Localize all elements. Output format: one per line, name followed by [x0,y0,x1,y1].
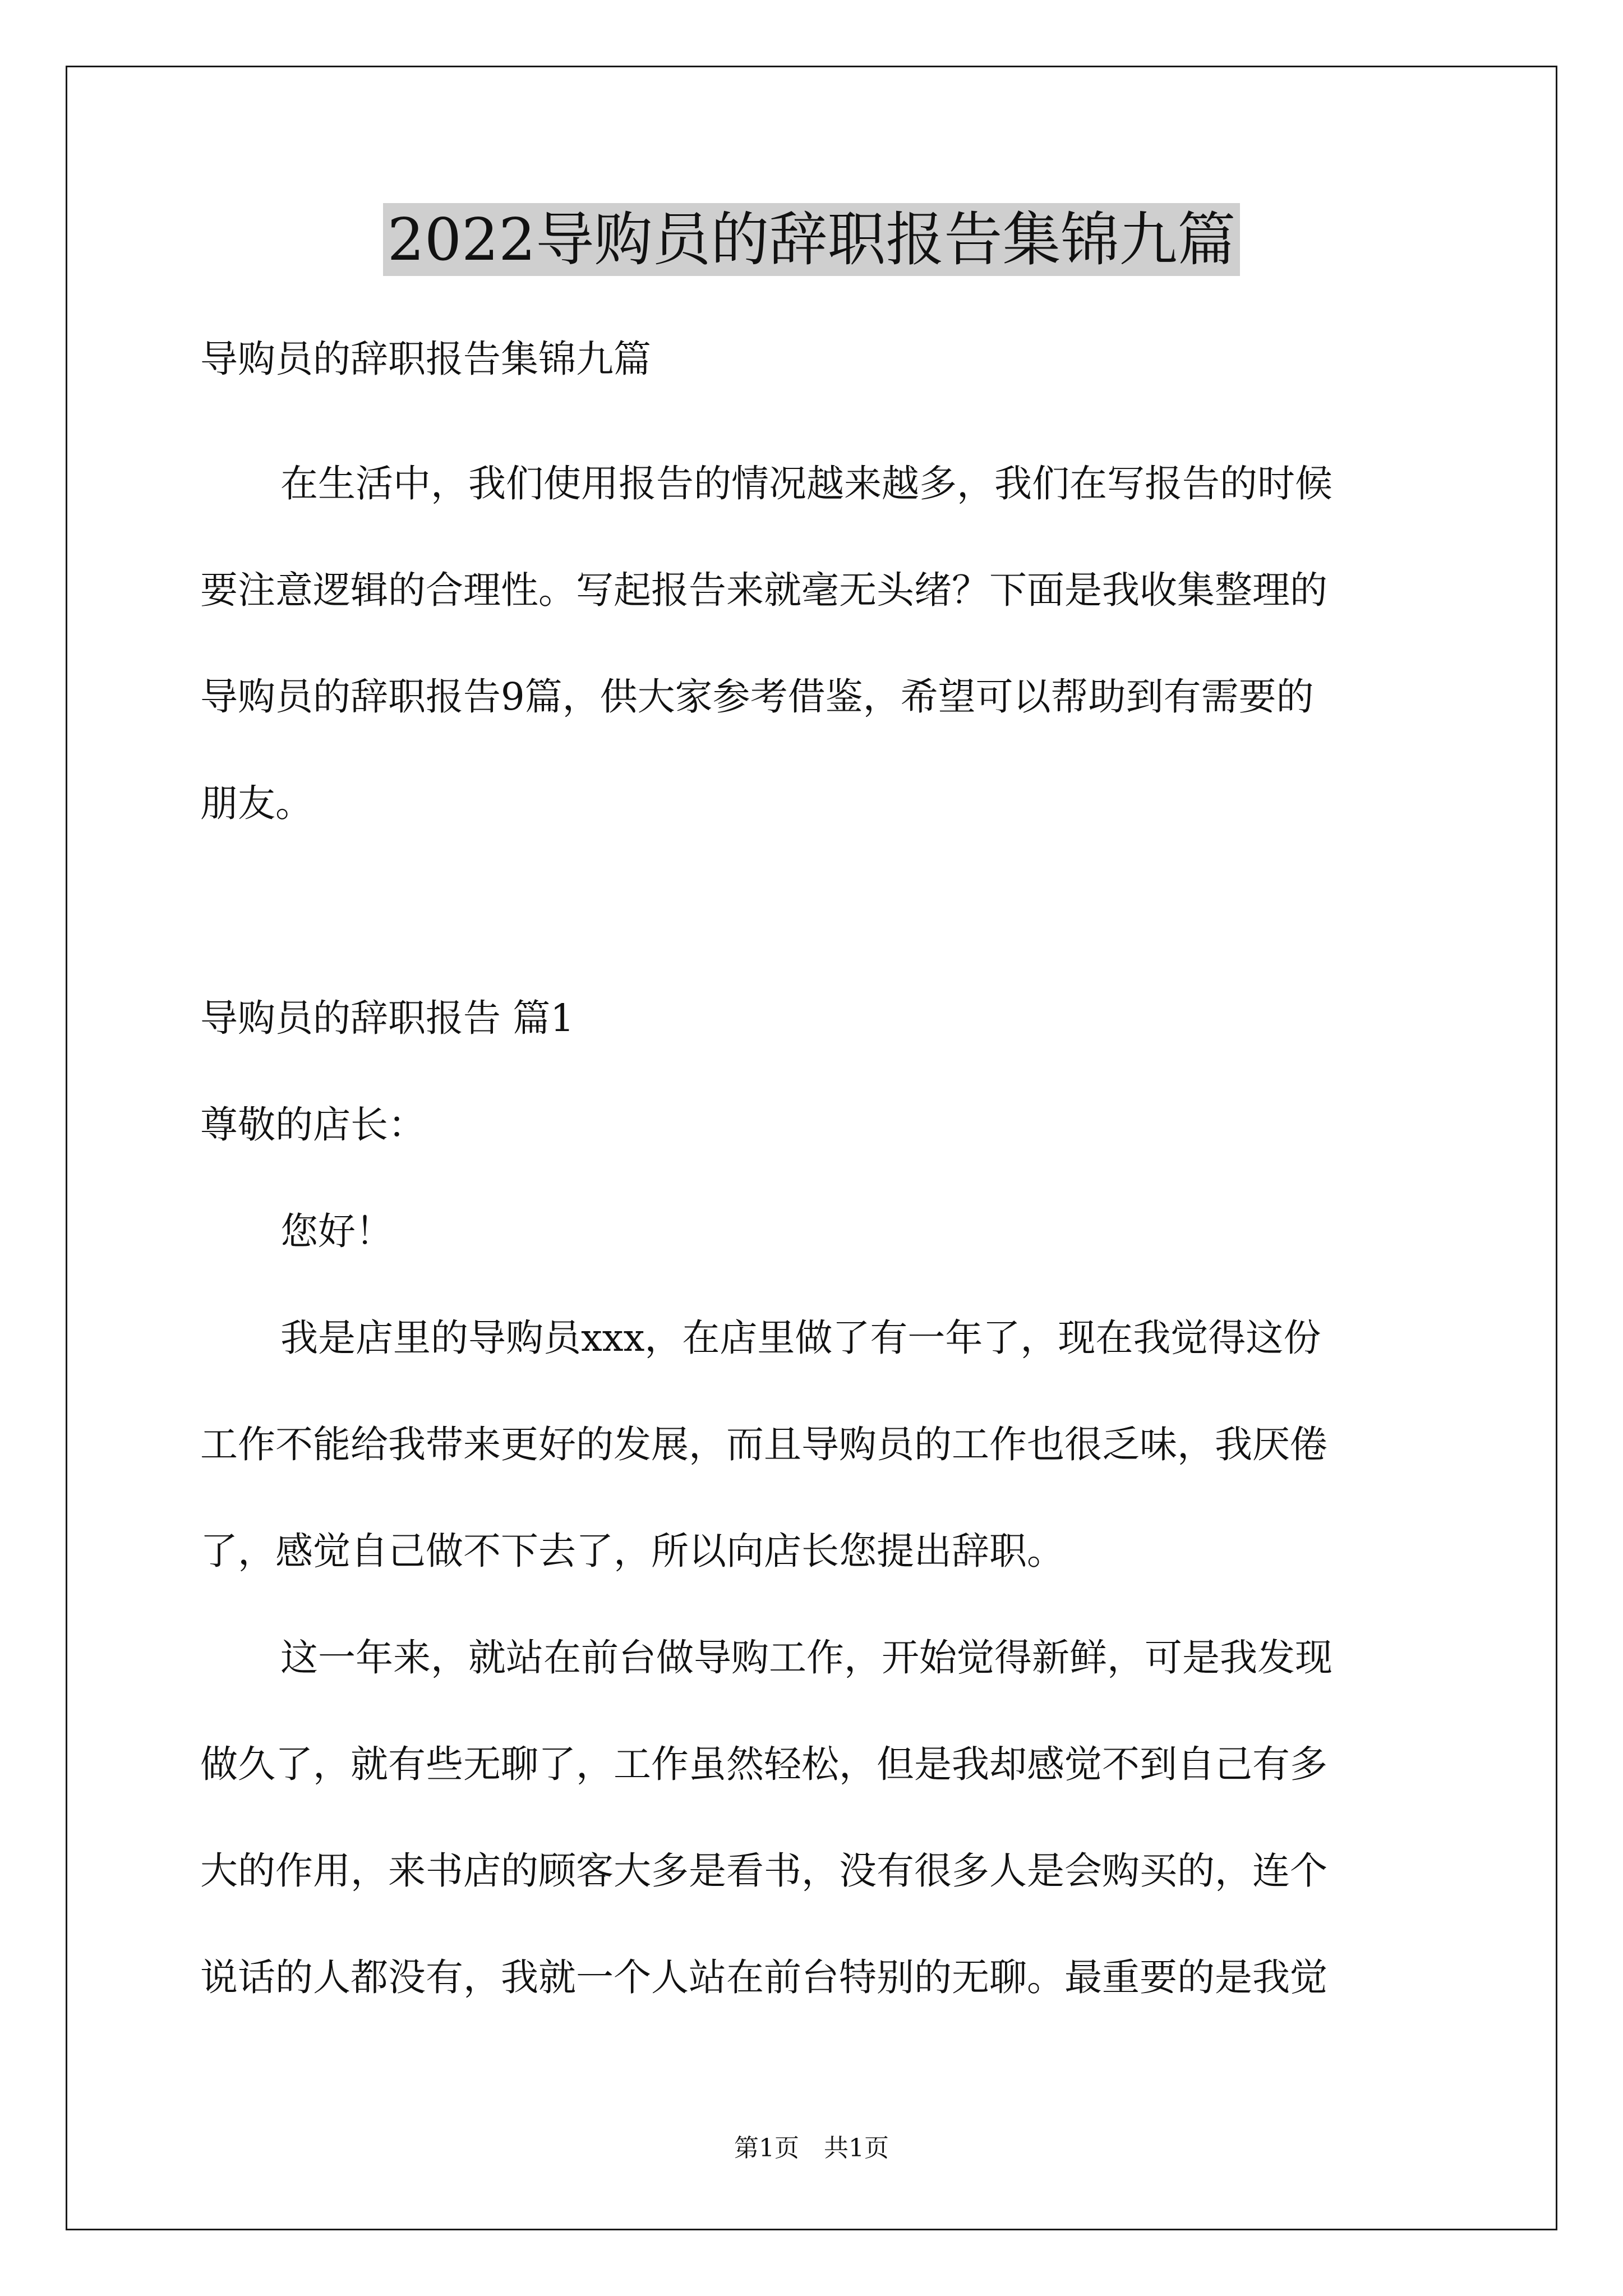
paragraph1-line-3: 了，感觉自己做不下去了，所以向店长您提出辞职。 [200,1529,1064,1573]
paragraph1-line-2: 工作不能给我带来更好的发展，而且导购员的工作也很乏味，我厌倦 [200,1423,1327,1466]
paragraph2-line-1: 这一年来，就站在前台做导购工作，开始觉得新鲜，可是我发现 [280,1636,1332,1680]
page-footer: 第1页 共1页 [734,2134,889,2162]
intro-line-4: 朋友。 [200,781,313,825]
section-heading: 导购员的辞职报告 篇1 [200,996,574,1040]
intro-line-1: 在生活中，我们使用报告的情况越来越多，我们在写报告的时候 [280,462,1332,505]
document-title [0,200,1623,279]
document-subtitle: 导购员的辞职报告集锦九篇 [200,337,651,381]
page-border [66,66,1557,2230]
paragraph2-line-3: 大的作用，来书店的顾客大多是看书，没有很多人是会购买的，连个 [200,1849,1327,1893]
document-title-text: 2022导购员的辞职报告集锦九篇 [383,203,1241,276]
intro-line-3: 导购员的辞职报告9篇，供大家参考借鉴，希望可以帮助到有需要的 [200,675,1314,719]
intro-line-2: 要注意逻辑的合理性。写起报告来就毫无头绪？下面是我收集整理的 [200,568,1327,612]
greeting: 您好！ [280,1209,393,1253]
paragraph2-line-4: 说话的人都没有，我就一个人站在前台特别的无聊。最重要的是我觉 [200,1955,1327,1999]
salutation: 尊敬的店长： [200,1103,426,1147]
paragraph1-line-1: 我是店里的导购员xxx，在店里做了有一年了，现在我觉得这份 [280,1316,1321,1360]
paragraph2-line-2: 做久了，就有些无聊了，工作虽然轻松，但是我却感觉不到自己有多 [200,1742,1327,1786]
